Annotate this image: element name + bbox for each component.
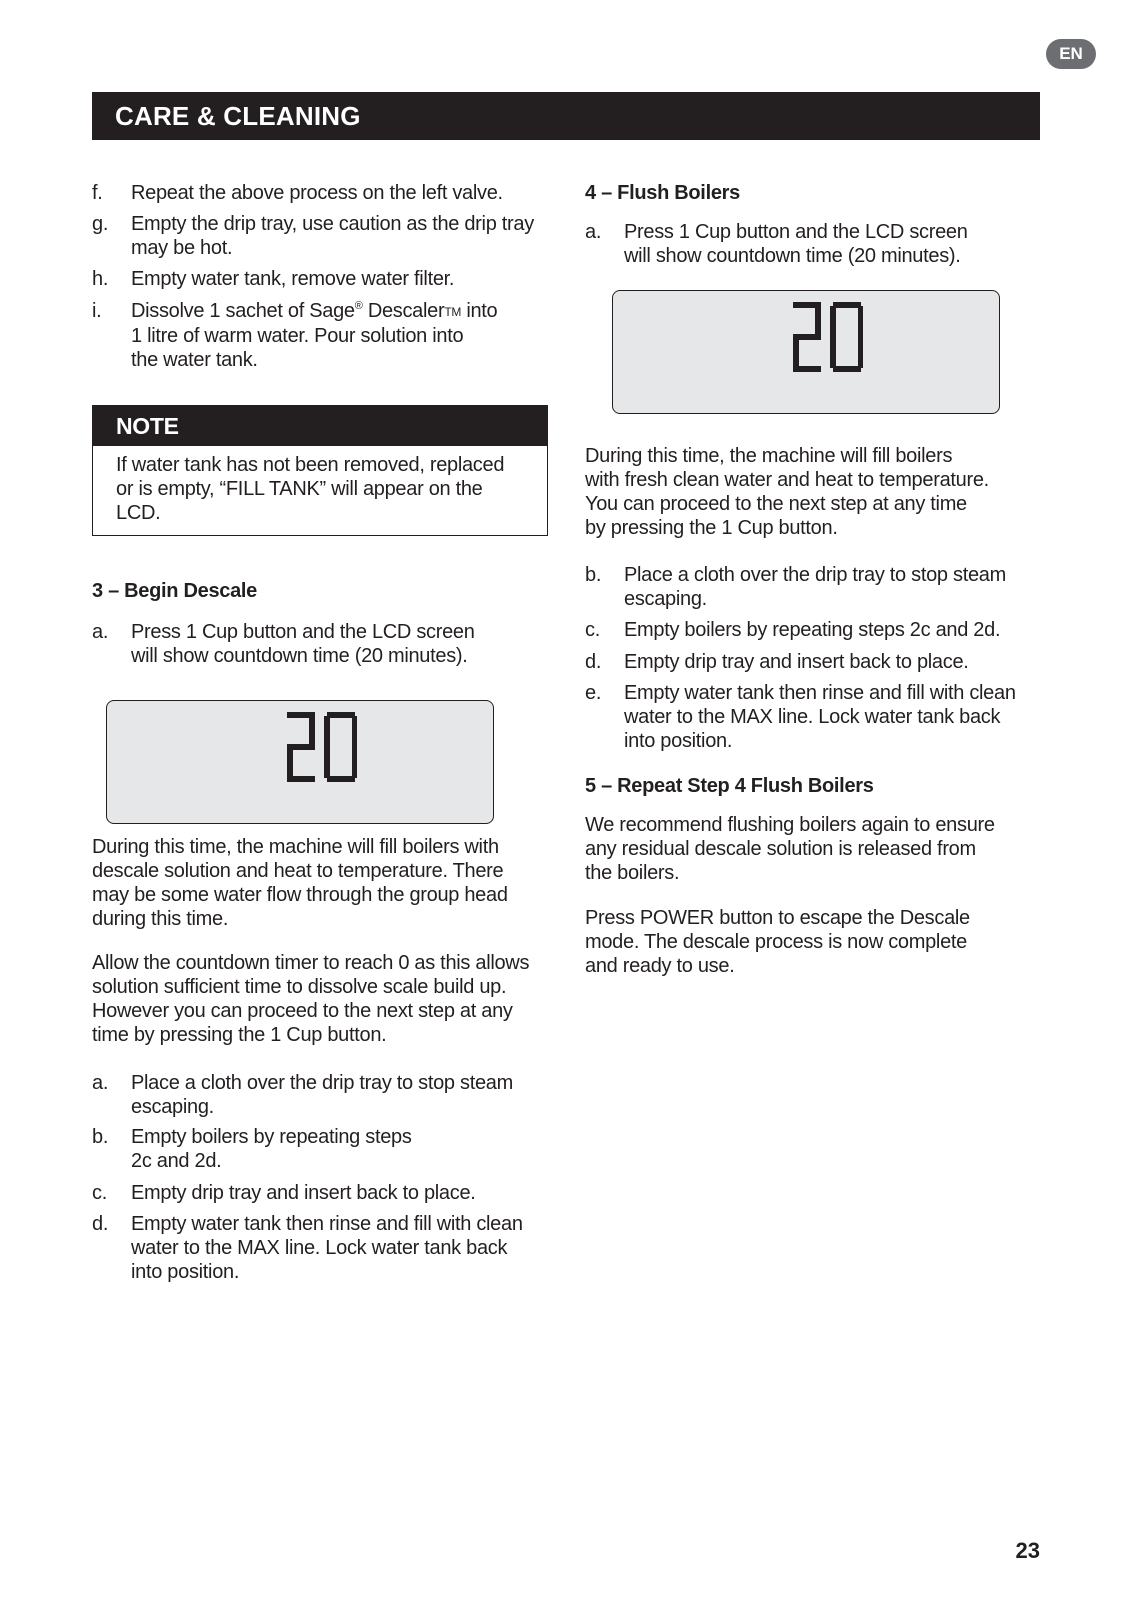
registered-mark: ® — [354, 300, 363, 312]
step-letter: g. — [92, 213, 109, 235]
lcd-digits — [285, 712, 357, 782]
note-body: If water tank has not been removed, replaced or is empty, “FILL TANK” will appear on the LCD. — [116, 454, 505, 524]
step-text: Dissolve 1 sachet of Sage® DescalerTM into 1 litre of warm water. Pour solution into the water tank. — [131, 300, 498, 371]
note-title: NOTE — [116, 413, 179, 439]
note-box — [92, 405, 548, 536]
step-letter: b. — [92, 1126, 109, 1148]
step-text: Empty boilers by repeating steps 2c and 2d. — [131, 1126, 412, 1172]
begin-descale-heading: 3 – Begin Descale — [92, 580, 257, 602]
step-letter: b. — [585, 564, 602, 586]
repeat-flush-heading: 5 – Repeat Step 4 Flush Boilers — [585, 775, 874, 797]
step-text: Place a cloth over the drip tray to stop steam escaping. — [624, 564, 1006, 610]
step-text: Empty water tank then rinse and fill with clean water to the MAX line. Lock water tank back into position. — [131, 1213, 523, 1283]
svg-text:20: 20 — [822, 330, 832, 339]
step-letter: d. — [585, 651, 602, 673]
begin-descale-para-1: During this time, the machine will fill boilers with descale solution and heat to temperature. There may be some water flow through the group head during this time. — [92, 836, 508, 930]
step-letter: a. — [92, 1072, 109, 1094]
svg-text:20: 20 — [316, 740, 326, 749]
step-text: Repeat the above process on the left valve. — [131, 182, 503, 204]
trademark-mark: TM — [444, 305, 462, 319]
step-text: Empty boilers by repeating steps 2c and 2d. — [624, 619, 1001, 641]
lcd-screen — [612, 290, 1000, 414]
step-text: Press 1 Cup button and the LCD screen will show countdown time (20 minutes). — [624, 221, 968, 267]
step-letter: a. — [92, 621, 109, 643]
language-badge: EN — [1046, 39, 1096, 69]
step-text: Empty the drip tray, use caution as the drip tray may be hot. — [131, 213, 534, 259]
step-text: Empty water tank, remove water filter. — [131, 268, 455, 290]
page-number: 23 — [1015, 1538, 1040, 1563]
lcd-digits — [791, 302, 863, 372]
step-letter: c. — [92, 1182, 107, 1204]
step-letter: i. — [92, 300, 102, 322]
repeat-flush-para-2: Press POWER button to escape the Descale mode. The descale process is now complete and ready to use. — [585, 907, 970, 977]
step-text: Empty drip tray and insert back to place. — [624, 651, 969, 673]
repeat-flush-para-1: We recommend flushing boilers again to ensure any residual descale solution is released from the boilers. — [585, 814, 995, 884]
begin-descale-para-2: Allow the countdown timer to reach 0 as this allows solution sufficient time to dissolve scale build up. However you can proceed to the next step at any time by pressing the 1 Cup button. — [92, 952, 530, 1046]
section-title: CARE & CLEANING — [115, 101, 361, 131]
section-header — [92, 92, 1040, 140]
step-text: Place a cloth over the drip tray to stop steam escaping. — [131, 1072, 513, 1118]
step-letter: d. — [92, 1213, 109, 1235]
step-text: Empty water tank then rinse and fill with clean water to the MAX line. Lock water tank back into position. — [624, 682, 1016, 752]
lcd-screen — [106, 700, 494, 824]
step-letter: c. — [585, 619, 600, 641]
note-header — [93, 406, 547, 446]
step-letter: h. — [92, 268, 109, 290]
flush-boilers-heading: 4 – Flush Boilers — [585, 182, 740, 204]
step-letter: f. — [92, 182, 103, 204]
step-letter: a. — [585, 221, 602, 243]
step-text: Empty drip tray and insert back to place. — [131, 1182, 476, 1204]
flush-boilers-para: During this time, the machine will fill boilers with fresh clean water and heat to temperature. You can proceed to the next step at any time by pressing the 1 Cup button. — [585, 445, 989, 539]
step-letter: e. — [585, 682, 602, 704]
step-text: Press 1 Cup button and the LCD screen will show countdown time (20 minutes). — [131, 621, 475, 667]
